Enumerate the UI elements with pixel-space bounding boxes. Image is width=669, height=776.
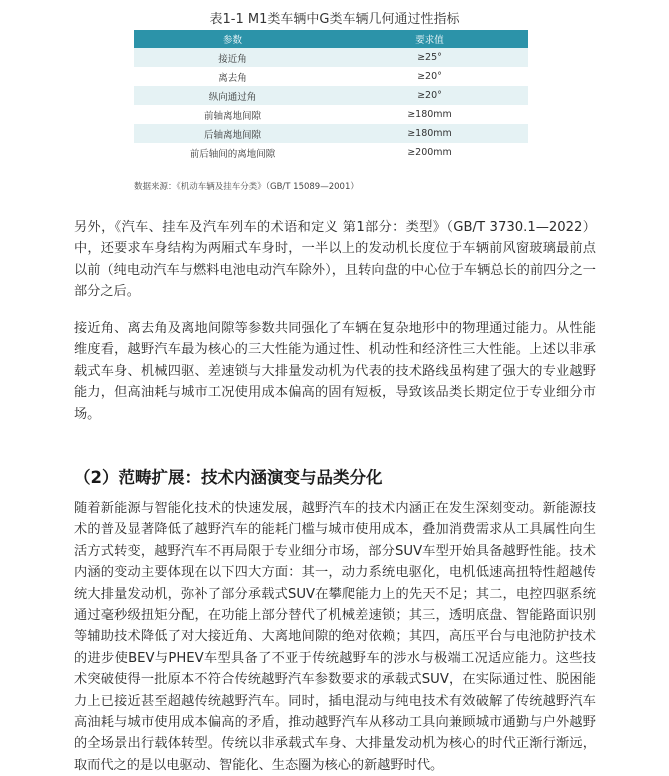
table-cell-parameter: 后轴离地间隙	[134, 124, 331, 143]
table-source-note: 数据来源：《机动车辆及挂车分类》（GB/T 15089—2001）	[134, 182, 359, 192]
header-parameter: 参数	[134, 30, 331, 48]
table-cell-value: ≥180mm	[331, 105, 528, 124]
section-heading: （2）范畴扩展：技术内涵演变与品类分化	[74, 468, 383, 487]
table-cell-parameter: 离去角	[134, 67, 331, 86]
paragraph-performance: 接近角、离去角及离地间隙等参数共同强化了车辆在复杂地形中的物理通过能力。从性能维度看，越野汽车最为核心的三大性能为通过性、机动性和经济性三大性能。上述以非承载式车身、机械四驱、差速锁与大排量发动机为代表的技术路线虽构建了强大的专业越野能力，但高油耗与城市工况使用成本偏高的固有短板，导致该品类长期定位于专业细分市场。	[74, 321, 596, 422]
header-requirement: 要求值	[331, 30, 528, 48]
geometric-passability-table	[134, 30, 528, 162]
table-caption: 表1-1 M1类车辆中G类车辆几何通过性指标	[209, 12, 460, 27]
table-cell-parameter: 前轴离地间隙	[134, 105, 331, 124]
table-row	[134, 124, 528, 143]
paragraph-standard-definition: 另外，《汽车、挂车及汽车列车的术语和定义 第1部分：类型》（GB/T 3730.1—2022）中，还要求车身结构为两厢式车身时，一半以上的发动机长度位于车辆前风窗玻璃最前点以前（纯电动汽车与燃料电池电动汽车除外），且转向盘的中心位于车辆总长的前四分之一部分之后。	[74, 220, 596, 300]
table-cell-parameter: 纵向通过角	[134, 86, 331, 105]
table-cell-parameter: 接近角	[134, 48, 331, 67]
table-row	[134, 48, 528, 67]
table-row	[134, 143, 528, 162]
table-row	[134, 67, 528, 86]
table-row	[134, 105, 528, 124]
table-cell-value: ≥180mm	[331, 124, 528, 143]
table-cell-value: ≥20°	[331, 67, 528, 86]
table-cell-value: ≥25°	[331, 48, 528, 67]
paragraph-technology-evolution: 随着新能源与智能化技术的快速发展，越野汽车的技术内涵正在发生深刻变动。新能源技术的普及显著降低了越野汽车的能耗门槛与城市使用成本，叠加消费需求从工具属性向生活方式转变，越野汽车不再局限于专业细分市场，部分SUV车型开始具备越野性能。技术内涵的变动主要体现在以下四大方面：其一，动力系统电驱化，电机低速高扭特性超越传统大排量发动机，弥补了部分承载式SUV在攀爬能力上的先天不足；其二，电控四驱系统通过毫秒级扭矩分配，在功能上部分替代了机械差速锁；其三，透明底盘、智能路面识别等辅助技术降低了对大接近角、大离地间隙的绝对依赖；其四，高压平台与电池防护技术的进步使BEV与PHEV车型具备了不亚于传统越野车的涉水与极端工况适应能力。这些技术突破使得一批原本不符合传统越野汽车参数要求的承载式SUV，在实际通过性、脱困能力上已接近甚至超越传统越野汽车。同时，插电混动与纯电技术有效破解了传统越野汽车高油耗与城市使用成本偏高的矛盾，推动越野汽车从移动工具向兼顾城市通勤与户外越野的全场景出行载体转型。传统以非承载式车身、大排量发动机为核心的时代正渐行渐远，取而代之的是以电驱动、智能化、生态圈为核心的新越野时代。	[74, 501, 596, 773]
table-cell-value: ≥200mm	[331, 143, 528, 162]
table-row	[134, 86, 528, 105]
table-cell-value: ≥20°	[331, 86, 528, 105]
table-cell-parameter: 前后轴间的离地间隙	[134, 143, 331, 162]
table-header-row	[134, 30, 528, 48]
